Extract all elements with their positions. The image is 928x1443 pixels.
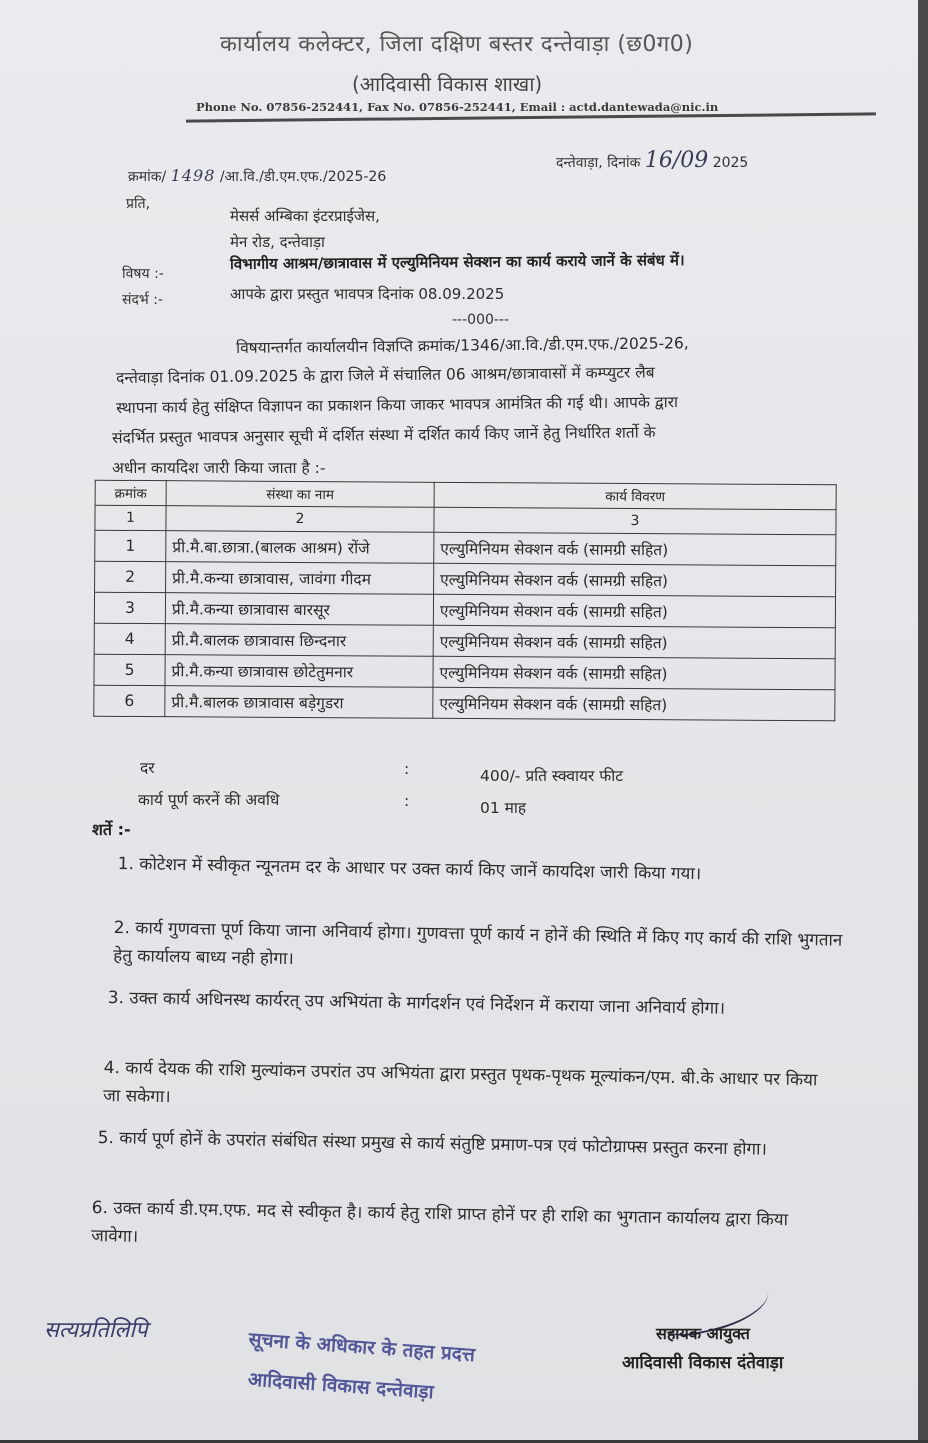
body-line-4: संदर्भित प्रस्तुत भावपत्र अनुसार सूची में दर्शित संस्था में दर्शित कार्य किए जानें हेतु निर्धारित शर्तो के: [112, 423, 656, 447]
table-row: 2 प्री.मै.कन्या छात्रावास, जावंगा गीदम एल्युमिनियम सेक्शन वर्क (सामग्री सहित): [95, 561, 836, 597]
subject-label: विषय :-: [122, 266, 164, 282]
photo-edge: [918, 0, 928, 1440]
signatory-title: सहायक आयुक्त: [656, 1324, 750, 1343]
addressee-line-1: मेसर्स अम्बिका इंटरप्राईजेस,: [230, 207, 380, 225]
branch-heading: (आदिवासी विकास शाखा): [352, 72, 543, 96]
rate-value: 400/- प्रति स्क्वायर फीट: [480, 767, 624, 785]
table-column-number-row: 1 2 3: [95, 505, 836, 535]
duration-value: 01 माह: [480, 799, 527, 817]
body-line-2: दन्तेवाड़ा दिनांक 01.09.2025 के द्वारा जिले में संचालित 06 आश्रम/छात्रावासों में कम्प्युटर लैब: [116, 363, 655, 387]
date-handwritten: 16/09: [644, 148, 709, 173]
term-item-4: 4. कार्य देयक की राशि मुल्यांकन उपरांत उप अभियंता द्वारा प्रस्तुत पृथक-पृथक मूल्यांकन/एम. बी.के आधार पर किया जा सकेगा।: [103, 1057, 818, 1108]
reference-number: 1498: [170, 166, 216, 185]
true-copy-handwritten: सत्यप्रतिलिपि: [44, 1318, 148, 1343]
rate-colon: :: [404, 760, 410, 778]
separator: ---000---: [452, 312, 510, 328]
term-item-2: 2. कार्य गुणवत्ता पूर्ण किया जाना अनिवार्य होगा। गुणवत्ता पूर्ण कार्य न होनें की स्थिति में किए गए कार्य की राशि भुगतान हेतु कार्यालय बाध्य नही होगा।: [113, 917, 843, 970]
body-line-5: अधीन कायदिश जारी किया जाता है :-: [112, 459, 326, 477]
header-serial: क्रमांक: [95, 480, 166, 505]
office-heading: कार्यालय कलेक्टर, जिला दक्षिण बस्तर दन्तेवाड़ा (छ0ग0): [220, 32, 694, 57]
header-work: कार्य विवरण: [434, 482, 836, 509]
work-order-table: [93, 480, 836, 722]
duration-label: कार्य पूर्ण करनें की अवधि: [138, 791, 280, 809]
body-line-1: विषयान्तर्गत कार्यालयीन विज्ञप्ति क्रमांक/1346/आ.वि./डी.एम.एफ./2025-26,: [236, 334, 689, 357]
table-row: 1 प्री.मै.बा.छात्रा.(बालक आश्रम) रोंजे एल्युमिनियम सेक्शन वर्क (सामग्री सहित): [95, 530, 836, 566]
term-item-1: 1. कोटेशन में स्वीकृत न्यूनतम दर के आधार पर उक्त कार्य किए जानें कायदिश जारी किया गया।: [117, 853, 702, 885]
term-item-5: 5. कार्य पूर्ण होनें के उपरांत संबंधित संस्था प्रमुख से कार्य संतुष्टि प्रमाण-पत्र एवं फोटोग्राफ्स प्रस्तुत करना होगा।: [97, 1127, 768, 1160]
duration-colon: :: [404, 792, 410, 810]
signatory-office: आदिवासी विकास दंतेवाड़ा: [622, 1353, 784, 1373]
addressee-line-2: मेन रोड, दन्तेवाड़ा: [230, 233, 325, 251]
reference-label: संदर्भ :-: [122, 292, 163, 308]
rate-label: दर: [140, 759, 155, 777]
to-label: प्रति,: [126, 196, 151, 212]
terms-label: शर्ते :-: [92, 820, 131, 839]
table-row: 3 प्री.मै.कन्या छात्रावास बारसूर एल्युमिनियम सेक्शन वर्क (सामग्री सहित): [94, 592, 835, 628]
header-institution: संस्था का नाम: [166, 481, 434, 508]
table-row: 4 प्री.मै.बालक छात्रावास छिन्दनार एल्युमिनियम सेक्शन वर्क (सामग्री सहित): [94, 623, 835, 659]
table-row: 6 प्री.मै.बालक छात्रावास बड़ेगुडरा एल्युमिनियम सेक्शन वर्क (सामग्री सहित): [94, 685, 835, 721]
term-item-6: 6. उक्त कार्य डी.एम.एफ. मद से स्वीकृत है। कार्य हेतु राशि प्राप्त होनें पर ही राशि का भुगतान कार्यालय द्वारा किया जावेगा।: [91, 1197, 789, 1247]
reference-text: आपके द्वारा प्रस्तुत भावपत्र दिनांक 08.09.2025: [230, 285, 505, 303]
subject-text: विभागीय आश्रम/छात्रावास में एल्युमिनियम सेक्शन का कार्य कराये जानें के संबंध में।: [229, 251, 685, 273]
term-item-3: 3. उक्त कार्य अधिनस्थ कार्यरत् उप अभियंता के मार्गदर्शन एवं निर्देशन में कराया जाना अनिवार्य होगा।: [107, 987, 726, 1019]
table-row: 5 प्री.मै.कन्या छात्रावास छोटेतुमनार एल्युमिनियम सेक्शन वर्क (सामग्री सहित): [94, 654, 835, 690]
body-line-3: स्थापना कार्य हेतु संक्षिप्त विज्ञापन का प्रकाशन किया जाकर भावपत्र आमंत्रित की गई थी। आपके द्वारा: [116, 393, 679, 417]
rti-stamp: सूचना के अधिकार के तहत प्रदत्त आदिवासी विकास दन्तेवाड़ा: [247, 1328, 476, 1404]
date-line: दन्तेवाड़ा, दिनांक 16/09 2025: [556, 148, 749, 173]
contact-line: Phone No. 07856-252441, Fax No. 07856-252441, Email : actd.dantewada@nic.in: [196, 100, 719, 114]
reference-number-line: क्रमांक/ 1498 /आ.वि./डी.एम.एफ./2025-26: [128, 166, 387, 185]
